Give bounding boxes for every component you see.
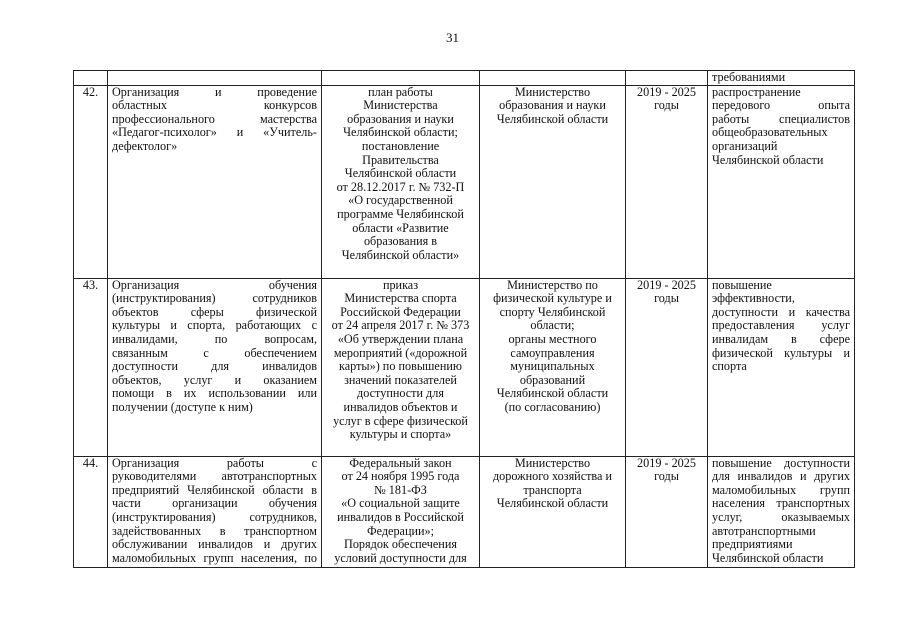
document-line: Министерства [363, 98, 438, 113]
name-line: дефектолог» [112, 138, 178, 153]
executor-line: Министерство по [507, 277, 598, 292]
name-line: части организации обучения [112, 496, 317, 511]
document-line: условий доступности для [334, 550, 467, 565]
name-line: получении (доступе к ним) [112, 399, 253, 414]
name-line: маломобильных групп населения, по [112, 550, 317, 565]
name-line: доступности для инвалидов [112, 359, 317, 374]
document-line: Челябинской области» [341, 247, 460, 262]
document-line: культуры и спорта» [349, 427, 452, 442]
measure-name [108, 456, 322, 567]
name-line: (инструктирования) сотрудников [112, 291, 317, 306]
executor-line: спорту Челябинской [499, 304, 606, 319]
executor-line: дорожного хозяйства и [492, 469, 613, 484]
executor [480, 456, 626, 567]
term: 2019 - 2025 годы [626, 456, 708, 567]
name-line: объектов, услуг и оказанием [112, 372, 317, 387]
cell-result [708, 71, 855, 86]
document-line: Российской Федерации [340, 304, 461, 319]
executor-line: образования и науки [499, 98, 606, 113]
document-line: инвалидов объектов и [343, 399, 458, 414]
executor-line: Челябинской области [496, 111, 609, 126]
result-line: физической культуры и [712, 345, 850, 360]
cell-document [322, 71, 480, 86]
document-line: Челябинской области [344, 166, 457, 181]
executor-line: образований [519, 372, 586, 387]
executor-line: Челябинской области [496, 386, 609, 401]
name-line: Организация и проведение [112, 84, 317, 99]
result-line: повышение доступности [712, 455, 850, 470]
cell-num [74, 71, 108, 86]
result-line: доступности и качества [712, 304, 850, 319]
result-line: для инвалидов и других [712, 469, 850, 484]
document-line: образования и науки [347, 111, 454, 126]
result-line: услуг, оказываемых [712, 509, 850, 524]
document-line: программе Челябинской [337, 206, 464, 221]
term: 2019 - 2025 годы [626, 278, 708, 456]
document-line: постановление [361, 138, 440, 153]
carryover-row [74, 71, 855, 86]
document-line: «Об утверждении плана [337, 331, 464, 346]
name-line: объектов сферы физической [112, 304, 317, 319]
name-line: Организация работы с [112, 455, 317, 470]
name-line: Организация обучения [112, 277, 317, 292]
document-line: Правительства [362, 152, 439, 167]
cell-name [108, 71, 322, 86]
row-number: 44. [74, 456, 108, 567]
executor-line: физической культуре и [493, 291, 612, 306]
result-line: населения транспортных [712, 496, 850, 511]
result-line: распространение [712, 84, 801, 99]
document-line: приказ [382, 277, 419, 292]
result-line: предоставления услуг [712, 318, 850, 333]
table-row [74, 85, 855, 278]
term: 2019 - 2025 годы [626, 85, 708, 278]
name-line: предприятий Челябинской области в [112, 482, 317, 497]
result-line: маломобильных групп [712, 482, 850, 497]
document-line: значений показателей [344, 372, 457, 387]
expected-result [708, 85, 855, 278]
document-line: мероприятий («дорожной [333, 345, 468, 360]
name-line: инвалидами, по вопросам, [112, 331, 317, 346]
measures-table [73, 70, 855, 568]
executor [480, 278, 626, 456]
name-line: «Педагог-психолог» и «Учитель- [112, 125, 317, 140]
executor-line: Министерство [514, 84, 591, 99]
document-line: карты») по повышению [339, 359, 462, 374]
document-line: доступности для [357, 386, 444, 401]
cell-term [626, 71, 708, 86]
document-line: образования в [363, 234, 438, 249]
name-line: связанным с обеспечением [112, 345, 317, 360]
executor-line: (по согласованию) [504, 399, 601, 414]
executor-line: органы местного [508, 331, 597, 346]
document-line: «О государственной [348, 193, 453, 208]
result-line: эффективности, [712, 291, 795, 306]
document-line: услуг в сфере физической [333, 413, 468, 428]
document-line: от 24 апреля 2017 г. № 373 [331, 318, 470, 333]
document-line: Порядок обеспечения [344, 537, 457, 552]
name-line: профессионального мастерства [112, 111, 317, 126]
document-line: инвалидов в Российской [337, 509, 464, 524]
executor-line: области; [530, 318, 575, 333]
row-number: 42. [74, 85, 108, 278]
executor [480, 85, 626, 278]
document-line: план работы [368, 84, 433, 99]
document-line: от 24 ноября 1995 года [341, 469, 460, 484]
executor-line: Министерство [514, 455, 591, 470]
legal-document [322, 456, 480, 567]
measure-name [108, 278, 322, 456]
measure-name [108, 85, 322, 278]
cell-executor [480, 71, 626, 86]
executor-line: муниципальных [510, 359, 595, 374]
table-row [74, 456, 855, 567]
legal-document [322, 85, 480, 278]
executor-line: транспорта [523, 482, 582, 497]
result-line: общеобразовательных [712, 125, 828, 140]
document-line: № 181-ФЗ [374, 482, 427, 497]
result-line: передового опыта [712, 98, 850, 113]
document-line: области «Развитие [352, 220, 449, 235]
name-line: помощи в их использовании или [112, 386, 317, 401]
result-line: инвалидам в сфере [712, 331, 850, 346]
carryover-result-text: требованиями [712, 70, 786, 84]
document-line: Федерации»; [366, 523, 435, 538]
table-row [74, 278, 855, 456]
row-number: 43. [74, 278, 108, 456]
result-line: предприятиями [712, 537, 793, 552]
expected-result [708, 456, 855, 567]
name-line: обслуживании инвалидов и других [112, 537, 317, 552]
name-line: культуры и спорта, работающих с [112, 318, 317, 333]
result-line: работы специалистов [712, 111, 850, 126]
result-line: спорта [712, 359, 747, 374]
document-line: Челябинской области; [343, 125, 458, 140]
result-line: автотранспортными [712, 523, 816, 538]
executor-line: Челябинской области [496, 496, 609, 511]
document-line: «О социальной защите [341, 496, 460, 511]
expected-result [708, 278, 855, 456]
name-line: областных конкурсов [112, 98, 317, 113]
name-line: (инструктирования) сотрудников, [112, 509, 317, 524]
result-line: Челябинской области [712, 152, 824, 167]
name-line: руководителями автотранспортных [112, 469, 317, 484]
page-number: 31 [446, 30, 459, 45]
document-line: Министерства спорта [344, 291, 457, 306]
document-line: Федеральный закон [349, 455, 452, 470]
executor-line: самоуправления [510, 345, 595, 360]
name-line: задействованных в транспортном [112, 523, 317, 538]
document-line: от 28.12.2017 г. № 732-П [336, 179, 465, 194]
result-line: организаций [712, 138, 778, 153]
result-line: Челябинской области [712, 550, 824, 565]
result-line: повышение [712, 277, 772, 292]
legal-document [322, 278, 480, 456]
